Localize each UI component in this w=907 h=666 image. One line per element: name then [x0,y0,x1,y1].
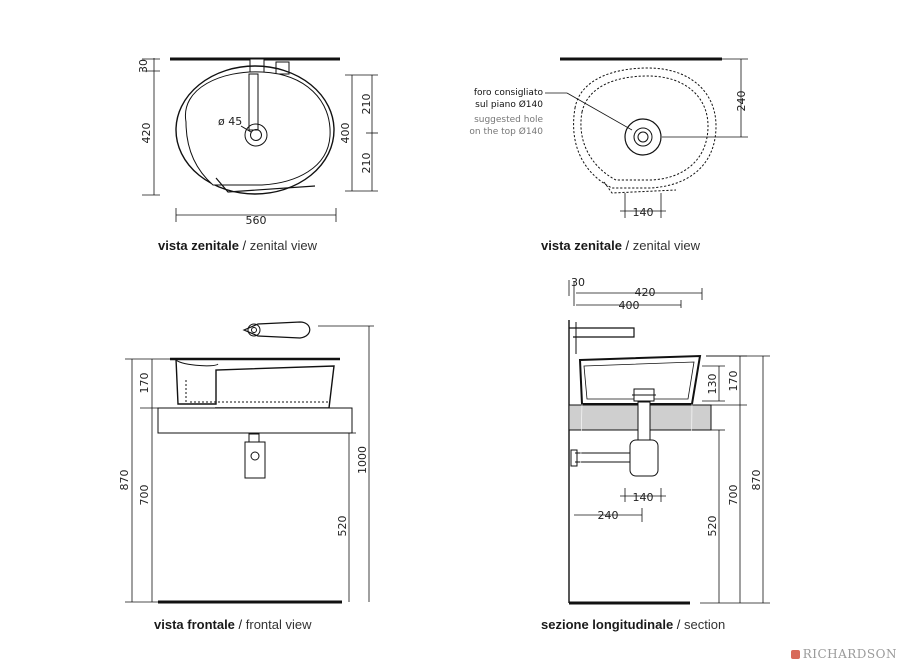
dim-30-section: 30 [571,276,585,289]
dim-870-section: 870 [750,469,763,491]
dim-170: 170 [138,372,151,394]
dim-870: 870 [118,469,131,491]
dim-400-section: 400 [618,299,640,312]
frontal-view-basin [158,322,352,602]
dim-140-section: 140 [632,491,654,504]
dim-210-top: 210 [360,93,373,115]
dim-1000: 1000 [356,446,369,474]
caption-it: vista zenitale [158,238,239,253]
caption-zenital-view-right [541,238,700,253]
caption-en: section [684,617,726,632]
caption-en: frontal view [245,617,312,632]
caption-separator: / [234,617,246,632]
frontal-view-dimension-lines [125,326,374,602]
caption-frontal-view [154,617,312,632]
dim-140: 140 [632,206,654,219]
dim-130-section: 130 [706,373,719,395]
dim-520-section: 520 [706,515,719,537]
caption-it: sezione longitudinale [541,617,674,632]
dim-700-section: 700 [727,484,740,506]
brand-watermark [791,647,897,661]
caption-section-view [541,617,725,632]
dim-phi45: ø 45 [218,115,243,128]
dim-400: 400 [339,122,352,144]
zenital-view-basin [170,59,340,194]
dim-560: 560 [245,214,267,227]
dim-210-bottom: 210 [360,152,373,174]
dim-700: 700 [138,484,151,506]
dim-170-section: 170 [727,370,740,392]
section-view-basin [569,320,711,603]
note-on-the-top: on the top Ø140 [469,127,543,137]
caption-zenital-view-left [158,238,317,253]
note-suggested-hole: suggested hole [474,115,543,125]
dim-520: 520 [336,515,349,537]
note-foro-consigliato: foro consigliato [473,88,543,98]
brand-logo-icon [791,650,800,659]
dim-240: 240 [735,90,748,112]
caption-separator: / [621,238,633,253]
caption-it: vista zenitale [541,238,622,253]
caption-en: zenital view [632,238,700,253]
zenital-view-hole-basin [545,59,722,193]
caption-it: vista frontale [154,617,235,632]
caption-separator: / [673,617,685,632]
caption-separator: / [238,238,250,253]
note-sul-piano: sul piano Ø140 [475,100,543,110]
dim-420-section: 420 [634,286,656,299]
zenital-view-hole-dimension-lines [620,59,748,218]
dim-30: 30 [137,59,150,73]
dim-240-section: 240 [597,509,619,522]
brand-name: RICHARDSON [802,647,897,661]
dim-420: 420 [140,122,153,144]
caption-en: zenital view [249,238,317,253]
